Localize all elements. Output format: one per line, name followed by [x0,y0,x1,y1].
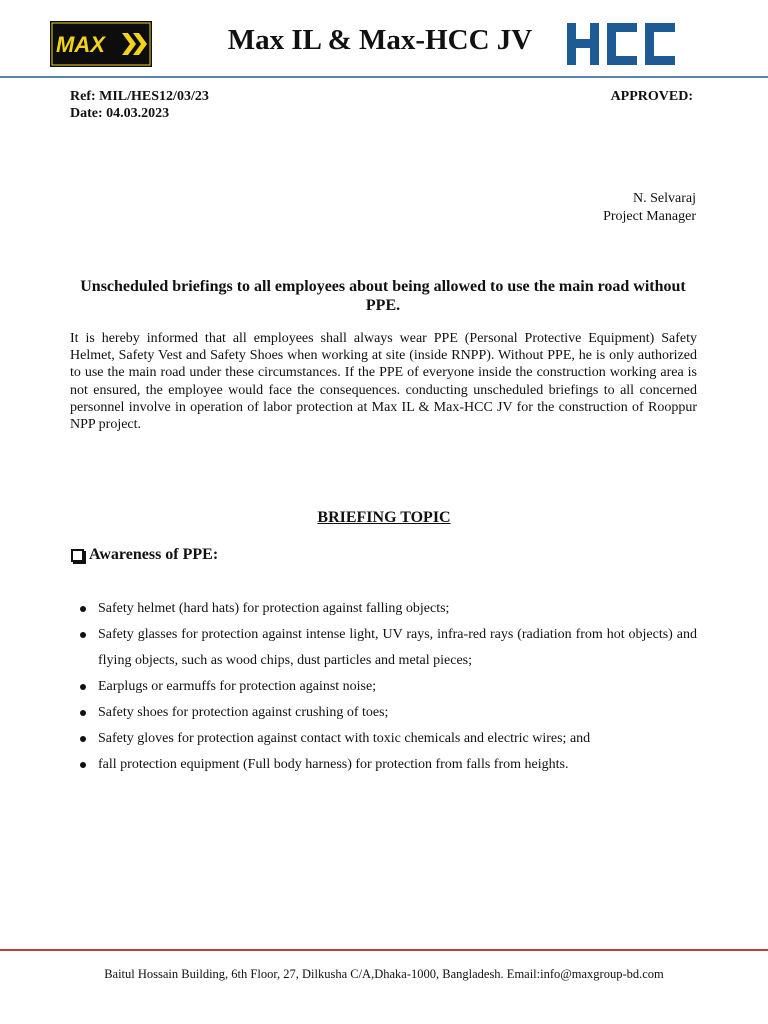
footer-rule [0,949,768,951]
company-title: Max IL & Max-HCC JV [227,24,533,56]
ppe-list [80,596,697,778]
awareness-subheading [71,546,218,564]
header-rule [0,76,768,78]
hcc-logo [565,21,677,67]
list-item [80,752,697,778]
list-item-text: Safety glasses for protection against intense light, UV rays, infra-red rays (radiation from hot objects) and flying objects, such as wood chips, dust particles and metal pieces; [98,627,697,668]
bullet-icon [80,736,86,742]
signer-name: N. Selvaraj [633,191,696,206]
list-item-text: fall protection equipment (Full body harness) for protection from falls from heights. [98,757,569,772]
max-logo [50,21,152,67]
approved-label: APPROVED: [610,89,693,104]
list-item [80,700,697,726]
notice-body: It is hereby informed that all employees shall always wear PPE (Personal Protective Equipment) Safety Helmet, Safety Vest and Safety Shoes when working at site (inside RNPP). Without PPE, he is only authorized to use the main road under these circumstances. If the PPE of everyone inside the construction working area is not ensured, the employee would face the consequences. conducting unscheduled briefings to all concerned personnel involve in operation of labor protection at Max IL & Max-HCC JV for the construction of Rooppur NPP project. [70,331,697,433]
list-item-text: Safety gloves for protection against contact with toxic chemicals and electric wires; and [98,731,591,746]
bullet-icon [80,606,86,612]
briefing-heading: BRIEFING TOPIC [317,509,451,526]
list-item-text: Earplugs or earmuffs for protection against noise; [98,679,377,694]
list-item [80,622,697,674]
document-date: Date: 04.03.2023 [70,106,170,121]
list-item [80,596,697,622]
list-item-text: Safety shoes for protection against crushing of toes; [98,705,389,720]
notice-title: Unscheduled briefings to all employees about being allowed to use the main road without PPE. [80,278,686,314]
bullet-icon [80,684,86,690]
bullet-icon [80,632,86,638]
bullet-icon [80,762,86,768]
svg-text:MAX: MAX [56,32,105,57]
awareness-label: Awareness of PPE: [89,546,219,563]
signer-title: Project Manager [603,209,696,224]
checkbox-icon [71,549,84,562]
list-item [80,674,697,700]
footer-address: Baitul Hossain Building, 6th Floor, 27, Dilkusha C/A,Dhaka-1000, Bangladesh. Email:info@maxgroup-bd.com [104,967,664,981]
bullet-icon [80,710,86,716]
list-item-text: Safety helmet (hard hats) for protection against falling objects; [98,601,450,616]
list-item [80,726,697,752]
reference-number: Ref: MIL/HES12/03/23 [70,89,209,104]
